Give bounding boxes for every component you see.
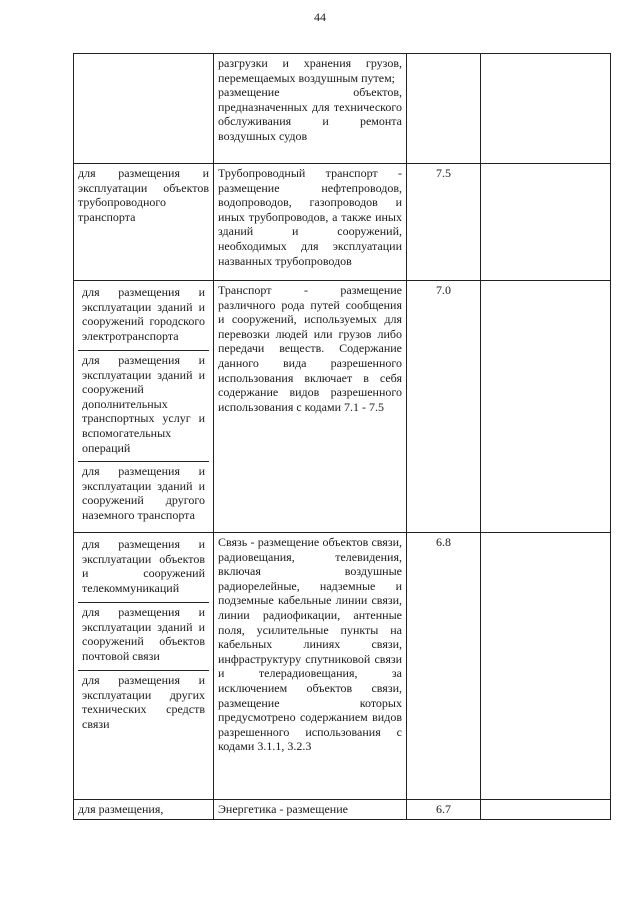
table-row [74, 281, 611, 533]
page-number: 44 [314, 10, 326, 24]
usage-purpose-cell: для размещения и эксплуатации объектов трубопроводного транспорта [74, 164, 214, 281]
notes-cell [481, 281, 611, 533]
permitted-use-description: Трубопроводный транспорт - размещение нефтепроводов, водопроводов, газопроводов и иных трубопроводов, а также иных зданий и сооружений, необходимых для эксплуатации названных трубопроводов [214, 164, 407, 281]
notes-cell [481, 800, 611, 820]
usage-purpose-group [74, 281, 214, 533]
usage-purpose-group [74, 533, 214, 800]
usage-purpose-cell [74, 54, 214, 164]
usage-code: 7.0 [407, 281, 481, 533]
usage-purpose-cell: для размещения и эксплуатации зданий и сооружений другого наземного транспорта [78, 461, 209, 530]
usage-purpose-cell: для размещения и эксплуатации зданий и сооружений городского электротранспорта [82, 285, 205, 343]
table-row [74, 54, 611, 164]
table-row [74, 533, 611, 800]
notes-cell [481, 164, 611, 281]
notes-cell [481, 533, 611, 800]
table-row [74, 800, 611, 820]
notes-cell [481, 54, 611, 164]
usage-code: 7.5 [407, 164, 481, 281]
usage-code: 6.7 [407, 800, 481, 820]
usage-purpose-cell: для размещения и эксплуатации других технических средств связи [78, 670, 209, 797]
usage-code [407, 54, 481, 164]
usage-purpose-cell: для размещения, [74, 800, 214, 820]
permitted-use-description: Энергетика - размещение [214, 800, 407, 820]
land-use-table [73, 53, 611, 820]
table-row [74, 164, 611, 281]
usage-purpose-cell: для размещения и эксплуатации зданий и сооружений объектов почтовой связи [78, 602, 209, 670]
usage-code: 6.8 [407, 533, 481, 800]
permitted-use-description: Связь - размещение объектов связи, радиовещания, телевидения, включая воздушные радиорелейные, надземные и подземные кабельные линии связи, линии радиофикации, антенные поля, усилительные пункты на кабельных линиях связи, инфраструктуру спутниковой связи и телерадиовещания, за исключением объектов связи, размещение которых предусмотрено содержанием видов разрешенного использования с кодами 3.1.1, 3.2.3 [214, 533, 407, 800]
usage-purpose-cell: для размещения и эксплуатации объектов и сооружений телекоммуникаций [82, 537, 205, 595]
permitted-use-description: Транспорт - размещение различного рода путей сообщения и сооружений, используемых для перевозки людей или грузов либо передачи веществ. Содержание данного вида разрешенного использования включает в себя содержание видов разрешенного использования с кодами 7.1 - 7.5 [214, 281, 407, 533]
usage-purpose-cell: для размещения и эксплуатации зданий и сооружений дополнительных транспортных услуг и вспомогательных операций [78, 350, 209, 461]
permitted-use-description: разгрузки и хранения грузов, перемещаемых воздушным путем; размещение объектов, предназначенных для технического обслуживания и ремонта воздушных судов [214, 54, 407, 164]
